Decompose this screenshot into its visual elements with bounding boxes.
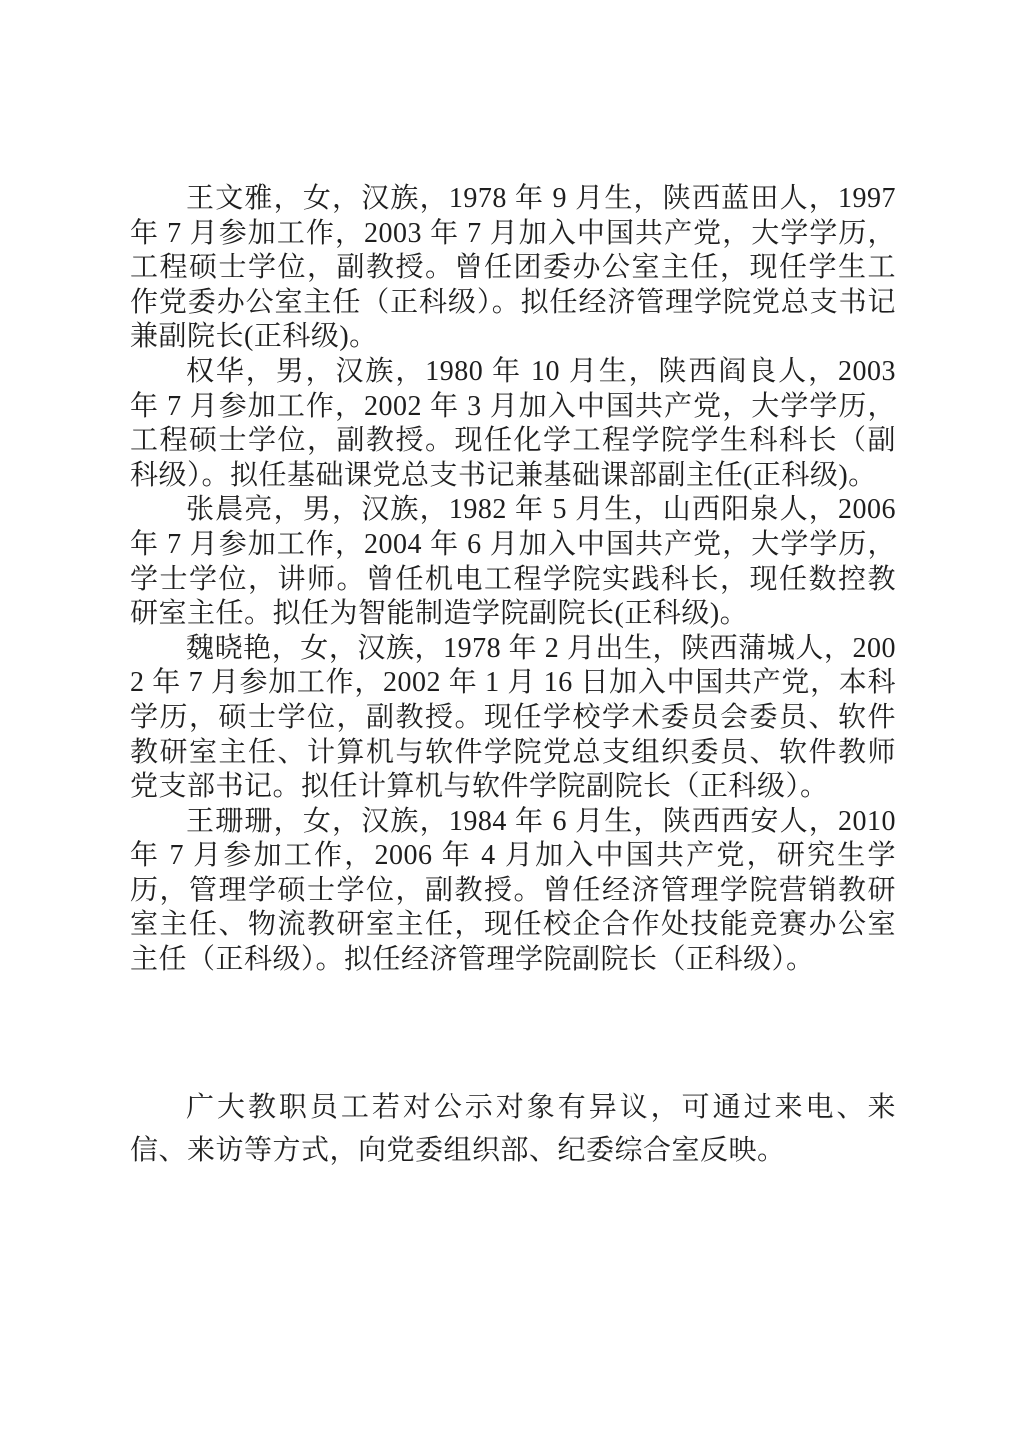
bio-paragraph-zhang-chenliang: 张晨亮，男，汉族，1982 年 5 月生，山西阳泉人，2006 年 7 月参加工作，2004 年 6 月加入中国共产党，大学学历，学士学位，讲师。曾任机电工程学院实践科长，现任数控教研室主任。拟任为智能制造学院副院长(正科级)。	[130, 494, 896, 630]
bio-paragraph-wang-shanshan: 王珊珊，女，汉族，1984 年 6 月生，陕西西安人，2010 年 7 月参加工作，2006 年 4 月加入中国共产党，研究生学历，管理学硕士学位，副教授。曾任经济管理学院营销教研室主任、物流教研室主任，现任校企合作处技能竞赛办公室主任（正科级）。拟任经济管理学院副院长（正科级）。	[130, 805, 896, 976]
document-body	[130, 182, 896, 1172]
bio-paragraph-wei-xiaoyan: 魏晓艳，女，汉族，1978 年 2 月出生，陕西蒲城人，2002 年 7 月参加工作，2002 年 1 月 16 日加入中国共产党，本科学历，硕士学位，副教授。现任学校学术委员会委员、软件教研室主任、计算机与软件学院党总支组织委员、软件教师党支部书记。拟任计算机与软件学院副院长（正科级）。	[130, 632, 896, 803]
bio-paragraph-quan-hua: 权华，男，汉族，1980 年 10 月生，陕西阎良人，2003 年 7 月参加工作，2002 年 3 月加入中国共产党，大学学历，工程硕士学位，副教授。现任化学工程学院学生科科长（副科级）。拟任基础课党总支书记兼基础课部副主任(正科级)。	[130, 355, 896, 491]
closing-paragraph: 广大教职员工若对公示对象有异议，可通过来电、来信、来访等方式，向党委组织部、纪委综合室反映。	[130, 1091, 896, 1166]
bio-paragraph-wang-wenya: 王文雅，女，汉族，1978 年 9 月生，陕西蓝田人，1997 年 7 月参加工作，2003 年 7 月加入中国共产党，大学学历，工程硕士学位，副教授。曾任团委办公室主任，现任学生工作党委办公室主任（正科级）。拟任经济管理学院党总支书记兼副院长(正科级)。	[130, 183, 896, 353]
